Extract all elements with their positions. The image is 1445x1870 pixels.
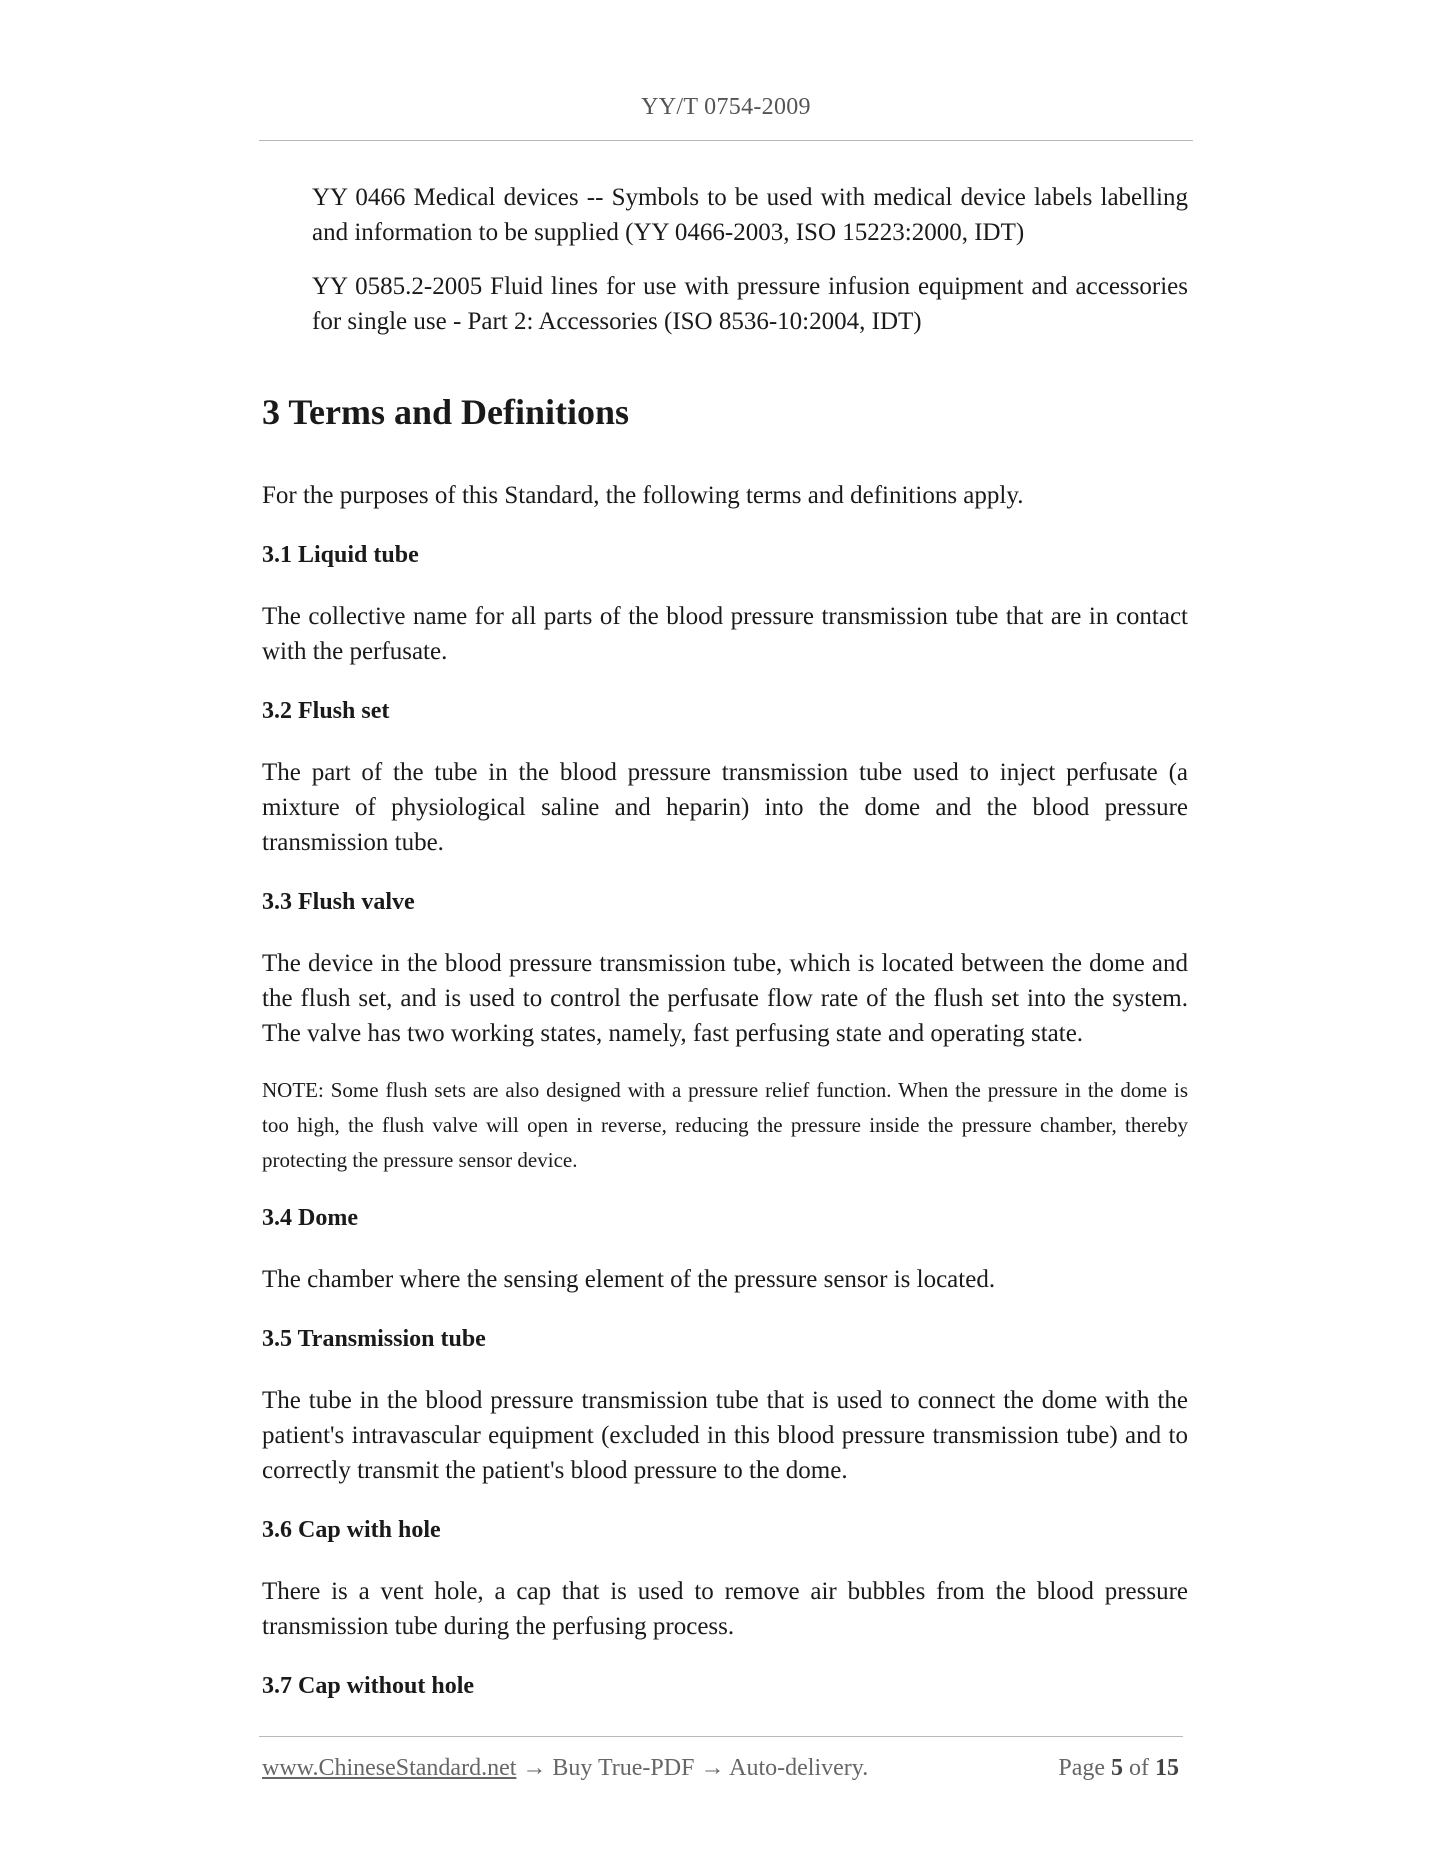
term-definition: The part of the tube in the blood pressure transmission tube used to inject perfusate (a mixture of physiological saline and heparin) into the dome and the blood pressure transmission tube.	[262, 759, 1188, 856]
term-title: 3.1 Liquid tube	[262, 542, 419, 568]
of-label: of	[1129, 1755, 1149, 1781]
term-definition: The device in the blood pressure transmission tube, which is located between the dome and the flush set, and is used to control the perfusate flow rate of the flush set into the system. The valve has two working states, namely, fast perfusing state and operating state.	[262, 950, 1188, 1047]
footer-divider	[259, 1736, 1183, 1737]
term-title: 3.3 Flush valve	[262, 889, 415, 915]
term-title: 3.4 Dome	[262, 1205, 358, 1231]
reference-item: YY 0466 Medical devices -- Symbols to be used with medical device labels labelling and information to be supplied (YY 0466-2003, ISO 15223:2000, IDT)	[312, 184, 1188, 246]
header-divider	[259, 140, 1193, 141]
term-definition: The chamber where the sensing element of the pressure sensor is located.	[262, 1266, 996, 1293]
term-title: 3.7 Cap without hole	[262, 1673, 475, 1699]
term-title: 3.5 Transmission tube	[262, 1326, 486, 1352]
reference-item: YY 0585.2-2005 Fluid lines for use with pressure infusion equipment and accessories for single use - Part 2: Accessories (ISO 8536-10:2004, IDT)	[312, 273, 1188, 335]
page-indicator	[1058, 1755, 1179, 1782]
term-definition: There is a vent hole, a cap that is used to remove air bubbles from the blood pressure transmission tube during the perfusing process.	[262, 1578, 1188, 1640]
page-total: 15	[1155, 1755, 1179, 1781]
arrow-right-icon: →	[700, 1755, 725, 1781]
term-title: 3.6 Cap with hole	[262, 1517, 441, 1543]
site-link[interactable]: www.ChineseStandard.net	[262, 1755, 517, 1781]
buy-pdf-text: Buy True-PDF	[552, 1755, 695, 1781]
section-title: 3 Terms and Definitions	[262, 392, 630, 432]
section-intro: For the purposes of this Standard, the following terms and definitions apply.	[262, 482, 1024, 509]
term-definition: The tube in the blood pressure transmission tube that is used to connect the dome with the patient's intravascular equipment (excluded in this blood pressure transmission tube) and to correctly transmit the patient's blood pressure to the dome.	[262, 1387, 1188, 1484]
arrow-right-icon: →	[522, 1755, 547, 1781]
term-note: NOTE: Some flush sets are also designed with a pressure relief function. When the pressure in the dome is too high, the flush valve will open in reverse, reducing the pressure inside the pressure chamber, thereby protecting the pressure sensor device.	[262, 1078, 1188, 1172]
page-label: Page	[1058, 1755, 1105, 1781]
term-definition: The collective name for all parts of the blood pressure transmission tube that are in contact with the perfusate.	[262, 603, 1188, 665]
page-content	[262, 180, 1188, 1730]
page-header: YY/T 0754-2009	[641, 94, 811, 120]
term-title: 3.2 Flush set	[262, 698, 390, 724]
footer-promo	[262, 1755, 868, 1782]
auto-delivery-text: Auto-delivery.	[729, 1755, 869, 1781]
page-number: 5	[1111, 1755, 1123, 1781]
